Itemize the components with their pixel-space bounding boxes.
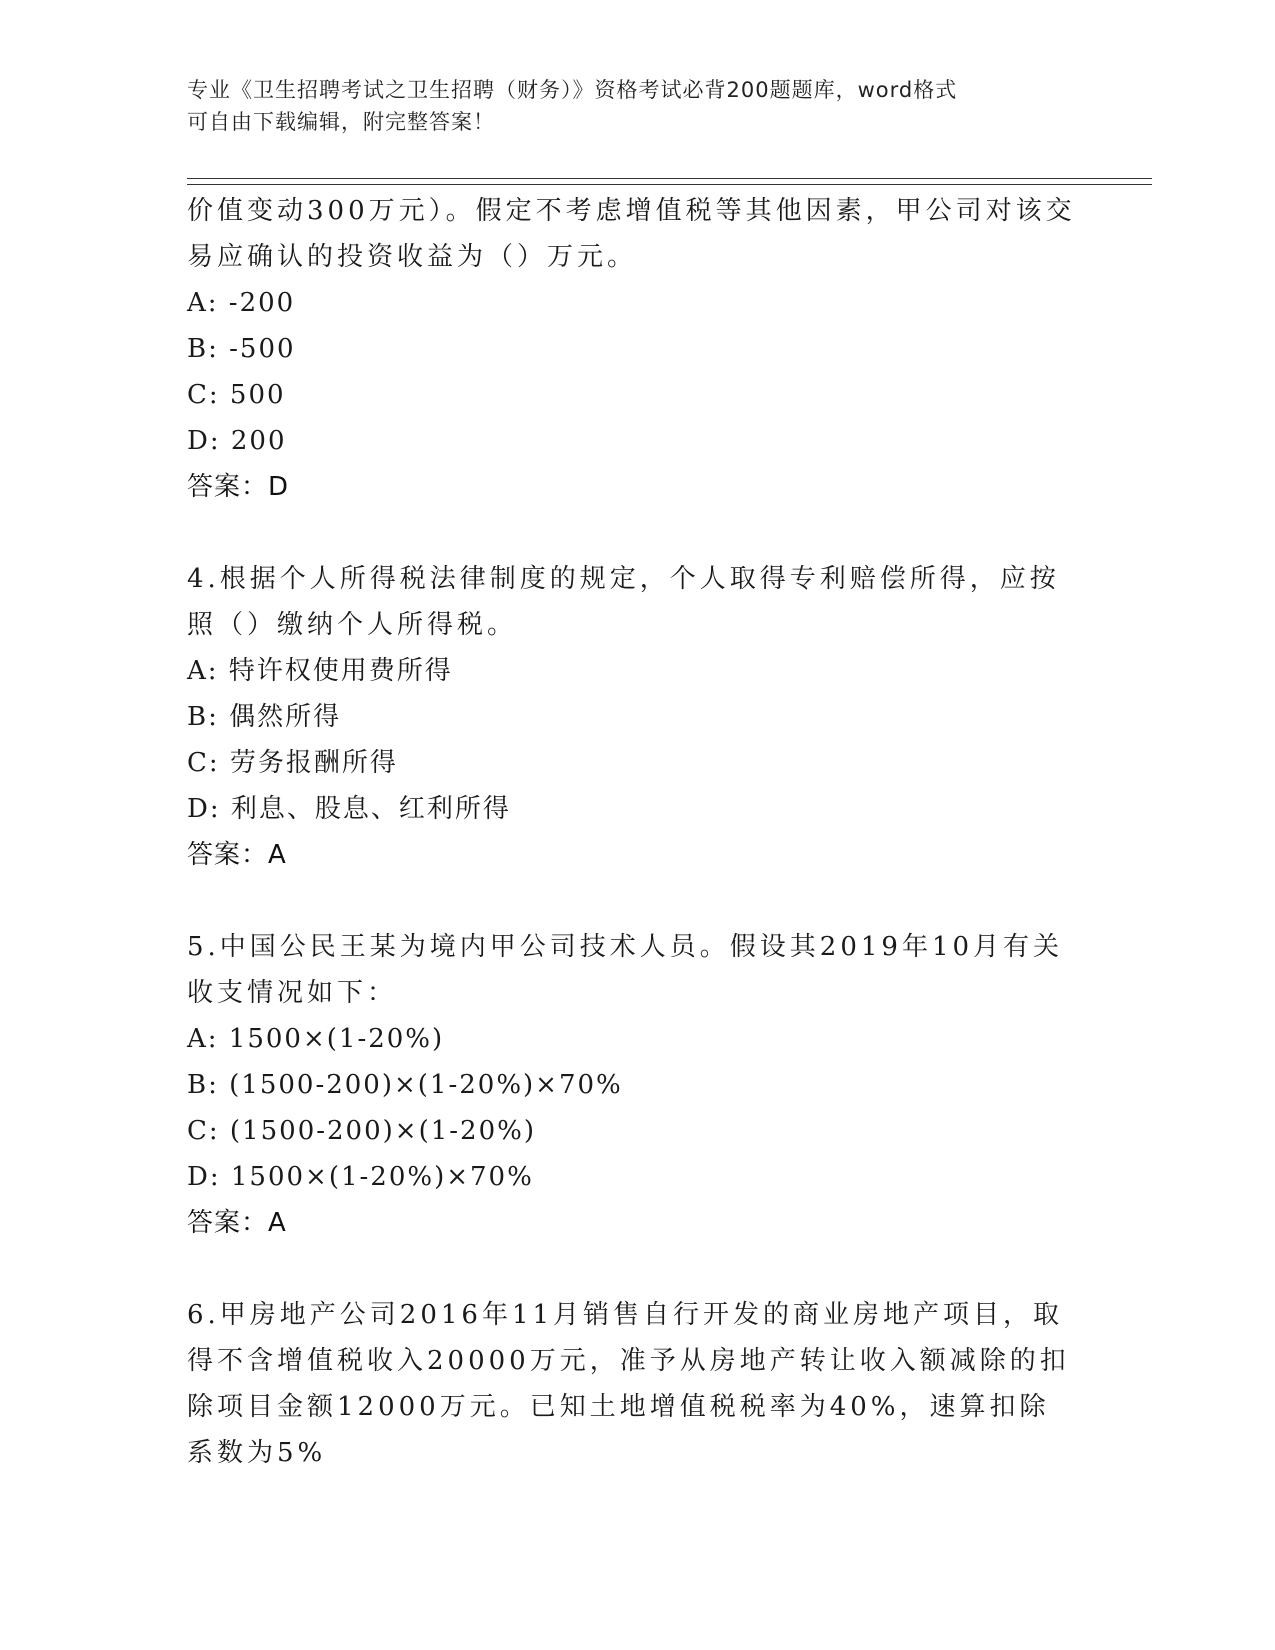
answer: 答案：A: [187, 1208, 287, 1238]
question-3: [187, 188, 1077, 510]
option-c: C: (1500-200)×(1-20%): [187, 1116, 536, 1146]
answer: 答案：D: [187, 472, 290, 502]
answer: 答案：A: [187, 840, 287, 870]
spacer: [187, 878, 1077, 924]
option-c: C: 劳务报酬所得: [187, 748, 398, 778]
question-5: [187, 924, 1077, 1246]
header-divider-top: [187, 178, 1152, 179]
header-title-line-2: 可自由下载编辑，附完整答案！: [187, 110, 495, 134]
option-a: A: 特许权使用费所得: [187, 656, 453, 686]
option-d: D: 200: [187, 426, 287, 456]
option-b: B: (1500-200)×(1-20%)×70%: [187, 1070, 623, 1100]
question-4: [187, 556, 1077, 878]
question-text: 4.根据个人所得税法律制度的规定，个人取得专利赔偿所得，应按照（）缴纳个人所得税。: [187, 564, 1060, 640]
question-6: [187, 1292, 1077, 1476]
option-b: B: 偶然所得: [187, 702, 342, 732]
header-divider-bottom: [187, 184, 1152, 185]
option-c: C: 500: [187, 380, 286, 410]
document-header: [187, 74, 1067, 138]
question-text: 5.中国公民王某为境内甲公司技术人员。假设其2019年10月有关收支情况如下：: [187, 932, 1064, 1008]
spacer: [187, 510, 1077, 556]
question-text: 价值变动300万元）。假定不考虑增值税等其他因素，甲公司对该交易应确认的投资收益为（）万元。: [187, 196, 1076, 272]
option-a: A: -200: [187, 288, 296, 318]
header-title-line-1: 专业《卫生招聘考试之卫生招聘（财务）》资格考试必背200题题库，word格式: [187, 78, 958, 102]
spacer: [187, 1246, 1077, 1292]
option-d: D: 1500×(1-20%)×70%: [187, 1162, 534, 1192]
question-text: 6.甲房地产公司2016年11月销售自行开发的商业房地产项目，取得不含增值税收入20000万元，准予从房地产转让收入额减除的扣除项目金额12000万元。已知土地增值税税率为40%，速算扣除系数为5%: [187, 1300, 1070, 1468]
question-list: [187, 188, 1077, 1476]
option-b: B: -500: [187, 334, 296, 364]
option-d: D: 利息、股息、红利所得: [187, 794, 511, 824]
option-a: A: 1500×(1-20%): [187, 1024, 445, 1054]
